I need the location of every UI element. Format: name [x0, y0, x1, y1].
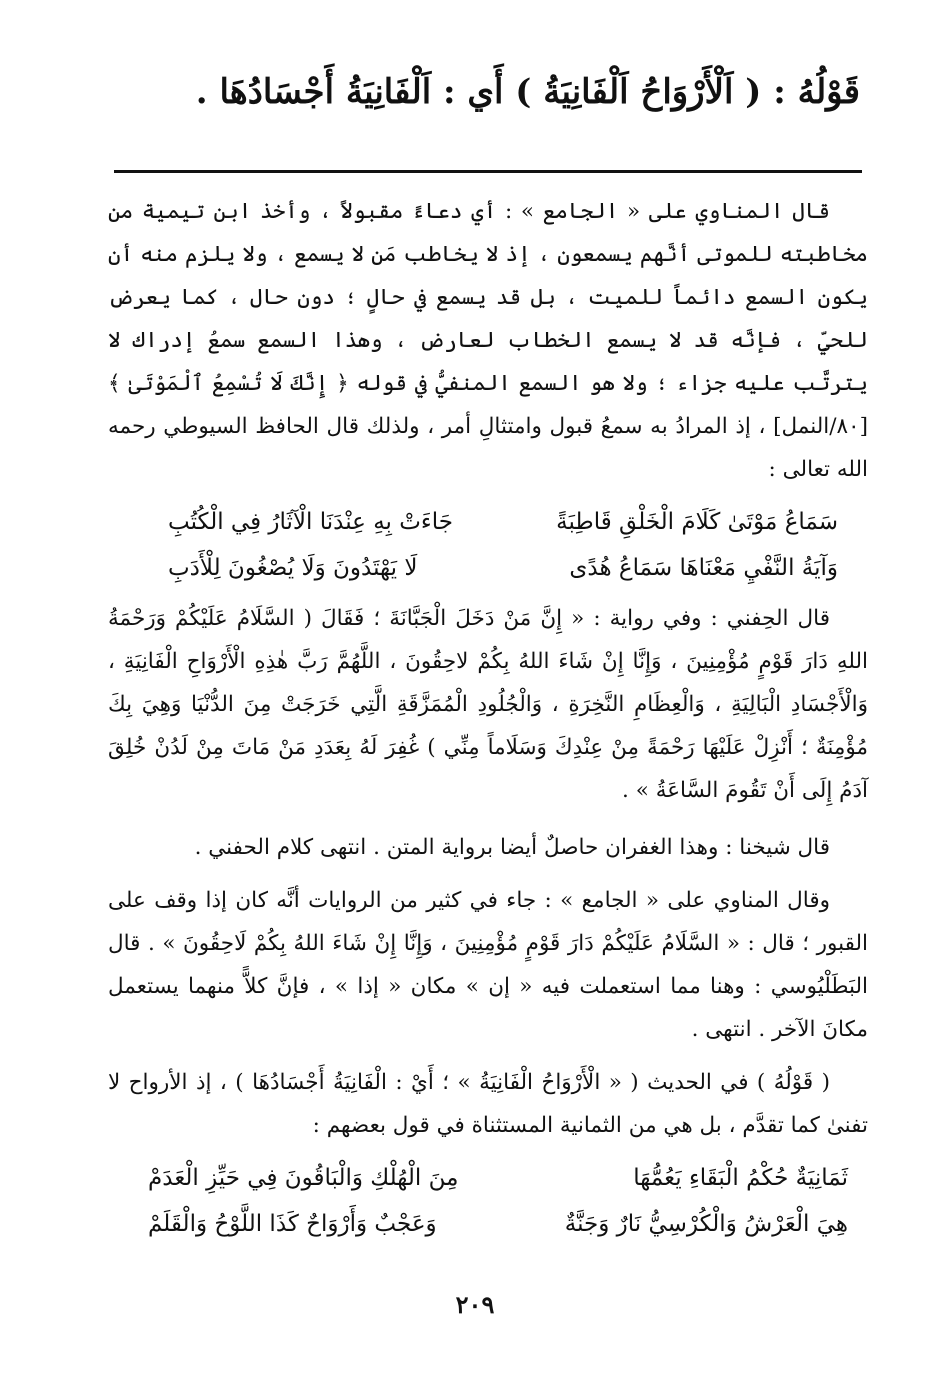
page-number: ٢٠٩: [455, 1290, 495, 1319]
paragraph-munawi-graves: وقال المناوي على « الجامع » : جاء في كثير من الروايات أنَّه كان إذا وقف على القبور ؛ قال : « السَّلَامُ عَلَيْكُمْ دَارَ قَوْمٍ مُؤْمِنِينَ ، وَإِنَّا إِنْ شَاءَ اللهُ بِكُمْ لَاحِقُونَ » . قال البَطَلْيُوسي : وهنا مما استعملت فيه « إن » مكان « إذا » ، فإنَّ كلاًّ منهما يستعمل مكانَ الآخر . انتهى .: [108, 888, 868, 1042]
paragraph-shaykh-note: قال شيخنا : وهذا الغفران حاصلٌ أيضا برواية المتن . انتهى كلام الحفني .: [194, 835, 830, 860]
poem-verse: [168, 545, 838, 591]
poem-verse: [148, 1201, 848, 1247]
verse-second-hemistich: جَاءَتْ بِهِ عِنْدَنَا الْآثَارُ فِي الْكُتُبِ: [168, 509, 453, 535]
poem-verse: [168, 499, 838, 545]
verse-first-hemistich: ثَمَانِيَةٌ حُكْمُ الْبَقَاءِ يَعُمُّهَا: [633, 1165, 848, 1191]
paragraph-fading-souls: ( قَوْلُهُ ) في الحديث ( « الْأَرْوَاحُ الْفَانِيَةُ » ؛ أَيْ : الْفَانِيَةُ أَجْسَادُهَا ) ، إذ الأرواح لا تفنىٰ كما تقدَّم ، بل هي من الثمانية المستثناة في قول بعضهم :: [108, 1070, 868, 1138]
verse-first-hemistich: هِيَ الْعَرْشُ وَالْكُرْسِيُّ نَارٌ وَجَنَّةٌ: [564, 1211, 848, 1237]
footnote-separator-line: [114, 170, 862, 173]
verse-second-hemistich: وَعَجْبٌ وَأَرْوَاحٌ كَذَا اللَّوْحُ وَالْقَلَمْ: [148, 1211, 437, 1237]
paragraph-hifni-narration: قال الحِفني : وفي رواية : « إِنَّ مَنْ دَخَلَ الْجَبَّانَةَ ؛ فَقَالَ ( السَّلَامُ عَلَيْكُمْ وَرَحْمَةُ اللهِ دَارَ قَوْمٍ مُؤْمِنِينَ ، وَإِنَّا إِنْ شَاءَ اللهُ بِكُمْ لاحِقُونَ ، اللَّهُمَّ رَبَّ هٰذِهِ الْأَرْوَاحِ الْفَانِيَةِ ، وَالْأَجْسَادِ الْبَالِيَةِ ، وَالْعِظَامِ النَّخِرَةِ ، وَالْجُلُودِ الْمُمَزَّقَةِ الَّتِي خَرَجَتْ مِنَ الدُّنْيَا وَهِيَ بِكَ مُؤْمِنَةٌ ؛ أَنْزِلْ عَلَيْهَا رَحْمَةً مِنْ عِنْدِكَ وَسَلَاماً مِنِّي ) غُفِرَ لَهُ بِعَدَدِ مَنْ مَاتَ مِنْ لَدُنْ خُلِقَ آدَمُ إِلَى أَنْ تَقُومَ السَّاعَةُ » .: [108, 606, 868, 803]
poem-suyuti: [108, 499, 868, 591]
section-heading: قَوْلُهُ : ( اَلْأَرْوَاحُ اَلْفَانِيَةُ ) أَي : اَلْفَانِيَةُ أَجْسَادُهَا .: [195, 72, 860, 112]
paragraph-munawi-ibn-taymiyya: قال المناوي على « الجامع » : أي دعاءً مقبولاً ، وأخذ ابن تيمية من مخاطبته للموتى أنَّهم يسمعون ، إذ لا يخاطب مَن لا يسمع ، ولا يلزم منه أن يكون السمع دائماً للميت ، بل قد يسمع في حالٍ ؛ دون حال ، كما يعرض للحيِّ ، فإنَّه قد لا يسمع الخطاب لعارض ، وهذا السمع سمعُ إدراك لا يترتَّب عليه جزاء ؛ ولا هو السمع المنفيُّ في قوله ﴿ إِنَّكَ لَا تُسْمِعُ ٱلْمَوْتَىٰ ﴾ [٨٠/النمل] ، إذ المرادُ به سمعُ قبول وامتثالِ أمر ، ولذلك قال الحافظ السيوطي رحمه الله تعالى :: [108, 199, 868, 482]
verse-second-hemistich: لَا يَهْتَدُونَ وَلَا يُصْغُونَ لِلْأَدَبِ: [168, 555, 418, 581]
commentary-body: [108, 190, 868, 1247]
poem-eight-exceptions: [108, 1155, 868, 1247]
verse-second-hemistich: مِنَ الْهُلْكِ وَالْبَاقُونَ فِي حَيِّزِ الْعَدَمْ: [148, 1165, 459, 1191]
verse-first-hemistich: وَآيَةُ النَّفْيِ مَعْنَاهَا سَمَاعُ هُدًى: [569, 555, 838, 581]
poem-verse: [148, 1155, 848, 1201]
verse-first-hemistich: سَمَاعُ مَوْتَىٰ كَلَامَ الْخَلْقِ قَاطِبَةً: [556, 509, 838, 535]
